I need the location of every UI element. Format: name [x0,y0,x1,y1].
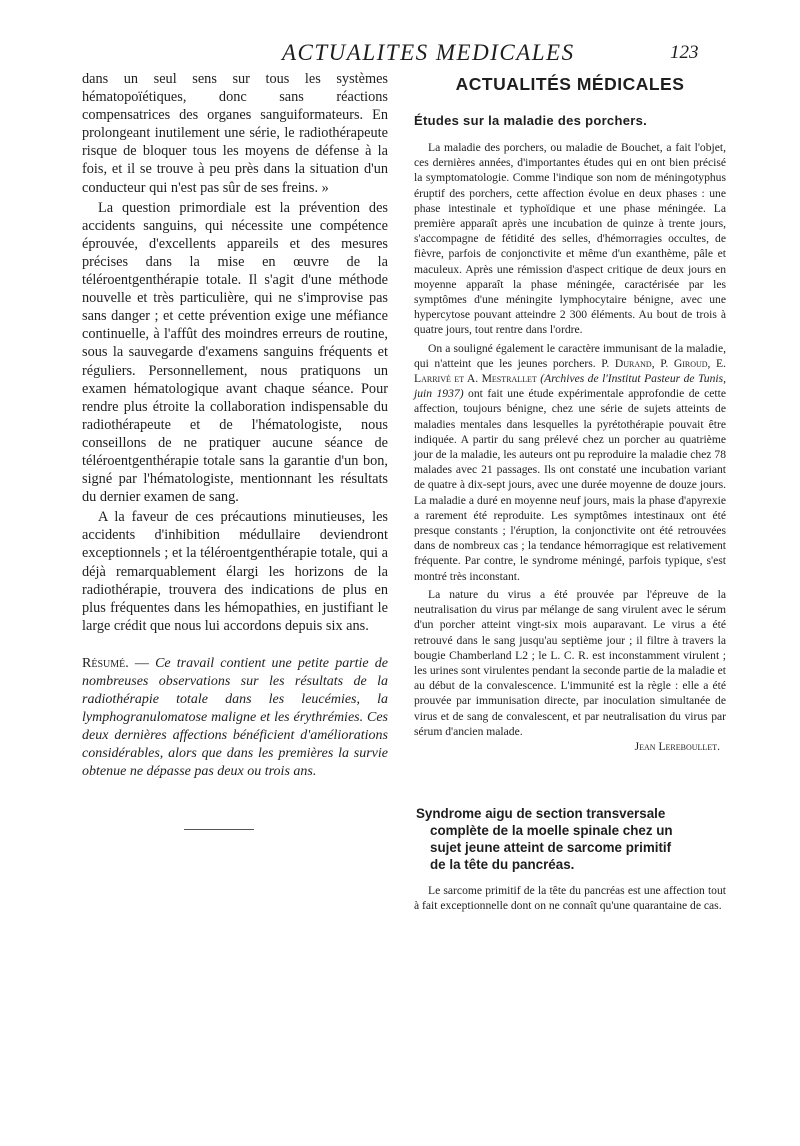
paragraph-prevention: La question primordiale est la prévention des accidents sanguins, qui nécessite une compétence éprouvée, d'excellents appareils et des mesures précises dans la mise en œuvre de la téléroentgenthérapie totale. Il s'agit d'une méthode nouvelle et très particulière, qui ne s'improvise pas sans danger ; et cette prévention exige une méfiance continuelle, à l'affût des moindres erreurs de routine, sous la sauvegarde d'examens sanguins fréquents et réguliers. Personnellement, nous pratiquons un examen hématologique avant chaque séance. Pour rendre plus étroite la collaboration indispensable du radiothérapeute et de l'hématologiste, nous conseillons de ne pratiquer aucune séance de téléroentgenthérapie totale sans la garantie d'un bon, signé par l'hématologiste, mentionnant les résultats du dernier examen de sang. [82,199,388,506]
paragraph-continuation: dans un seul sens sur tous les systèmes hématopoïétiques, donc sans réactions compensatrices des organes sanguiformateurs. En prolongeant inutilement une série, le radiothérapeute risque de bloquer tous les moyens de défense à la fois, et il se trouve à peu près dans la situation d'un conducteur qui n'est pas sûr de ses freins. » [82,71,388,196]
article1-paragraph-3: La nature du virus a été prouvée par l'épreuve de la neutralisation du virus par mélange de sang virulent avec le sérum d'un porcher atteint vingt-six mois auparavant. Le virus a été retrouvé dans le sang jusqu'au septième jour ; il filtre à travers la bougie Chamberland L2 ; le L. C. R. est inconstamment virulent ; les urines sont virulentes pendant la seconde partie de la maladie et au début de la convalescence. L'immunité est la règle : elle a été prouvée par immunisation directe, par inoculation simultanée de virus et de sang de convalescent, et par neutralisation du virus par sérum d'ancien malade. [414,587,726,738]
paragraph-conclusion: A la faveur de ces précautions minutieuses, les accidents d'inhibition médullaire deviendront exceptionnels ; et la téléroentgenthérapie totale, qui a déjà remarquablement élargi les horizons de la radiothérapie, trouvera des indications de plus en plus fréquentes dans les hémopathies, en justifiant le large crédit que nous lui accordons depuis six ans. [82,509,388,634]
article2-title [414,805,726,873]
article1-title: Études sur la maladie des porchers. [414,113,648,128]
article2-title-line: Syndrome aigu de section transversale [416,805,666,821]
article2-paragraph-1: Le sarcome primitif de la tête du pancréas est une affection tout à fait exceptionnelle dont on ne connaît qu'une quarantaine de cas. [414,883,726,913]
article2-title-line: complète de la moelle spinale chez un [430,822,673,838]
section-title: ACTUALITÉS MÉDICALES [455,74,685,94]
resume-text: Ce travail contient une petite partie de nombreuses observations sur les résultats de la radiothérapie totale dans les leucémies, la lymphogranulomatose maligne et les érythrémies. Ces deux dernières affections bénéficient d'améliorations considérables, alors que dans les premières la survie obtenue ne dépasse pas deux ou trois ans. [82,655,389,779]
left-column [82,70,388,830]
page-number: 123 [670,42,699,63]
running-head [0,40,800,70]
article1-p2-intro: On a souligné également le caractère immunisant de la maladie, qui n'atteint que les jeunes porchers. [414,341,726,370]
article1-p2-rest: ont fait une étude expérimentale approfondie de cette affection, toujours bénigne, chez une série de sujets atteints de maladies mentales dans lesquelles la pyrétothérapie pouvait être indiquée. A partir du sang prélevé chez un porcher au quatrième jour de la maladie, les auteurs ont pu reproduire la maladie chez 78 malades avec 21 passages. Ils ont constaté une incubation variant de quatre à dix-sept jours, avec une durée moyenne de douze jours. La maladie a duré en moyenne neuf jours, mais la phase d'apyrexie a rarement été reproduite. Les symptômes intestinaux ont été presque constants ; l'éruption, la conjonctivite ont été retrouvées dans de nombreux cas ; la tendance hémorragique est relativement fréquente. Par contre, le syndrome méningé, parfois typique, s'est montré très inconstant. [414,387,726,583]
article1-paragraph-1: La maladie des porchers, ou maladie de Bouchet, a fait l'objet, ces dernières années, d'importantes études qui en ont bien précisé la symptomatologie. Comme l'indique son nom de méningotyphus éruptif des porchers, cette affection évolue en deux phases : une phase intestinale et typhoïdique et une phase méningée. La première apparaît après une incubation de quinze à trente jours, s'accompagne de fétidité des selles, d'hémorragies occultes, de fièvre, parfois de conjonctivite et même d'un exanthème, pâle et maculeux. Après une rémission d'aspect critique de deux jours en moyenne apparaît la phase méningée, caractérisée par les symptômes d'une méningite lymphocytaire bénigne, avec une hypercytose pouvant atteindre 2 300 éléments. Au bout de trois à quatre jours, tout rentre dans l'ordre. [414,141,726,337]
article1-authors: P. Durand, P. Giroud, E. Larrivé et A. Mestrallet [414,356,727,386]
running-head-title: ACTUALITES MEDICALES [282,40,575,65]
right-column [414,70,726,913]
article1-paragraph-2 [414,341,726,584]
article1-signature: Jean Lereboullet. [634,739,720,753]
resume [82,655,388,781]
article1-journal: (Archives de l'Institut Pasteur de Tunis, juin 1937) [414,372,726,401]
article2-title-line: sujet jeune atteint de sarcome primitif [430,839,672,855]
article2-title-line: de la tête du pancréas. [430,856,575,872]
resume-label: Résumé. — [82,655,149,671]
separator-rule [184,829,254,830]
